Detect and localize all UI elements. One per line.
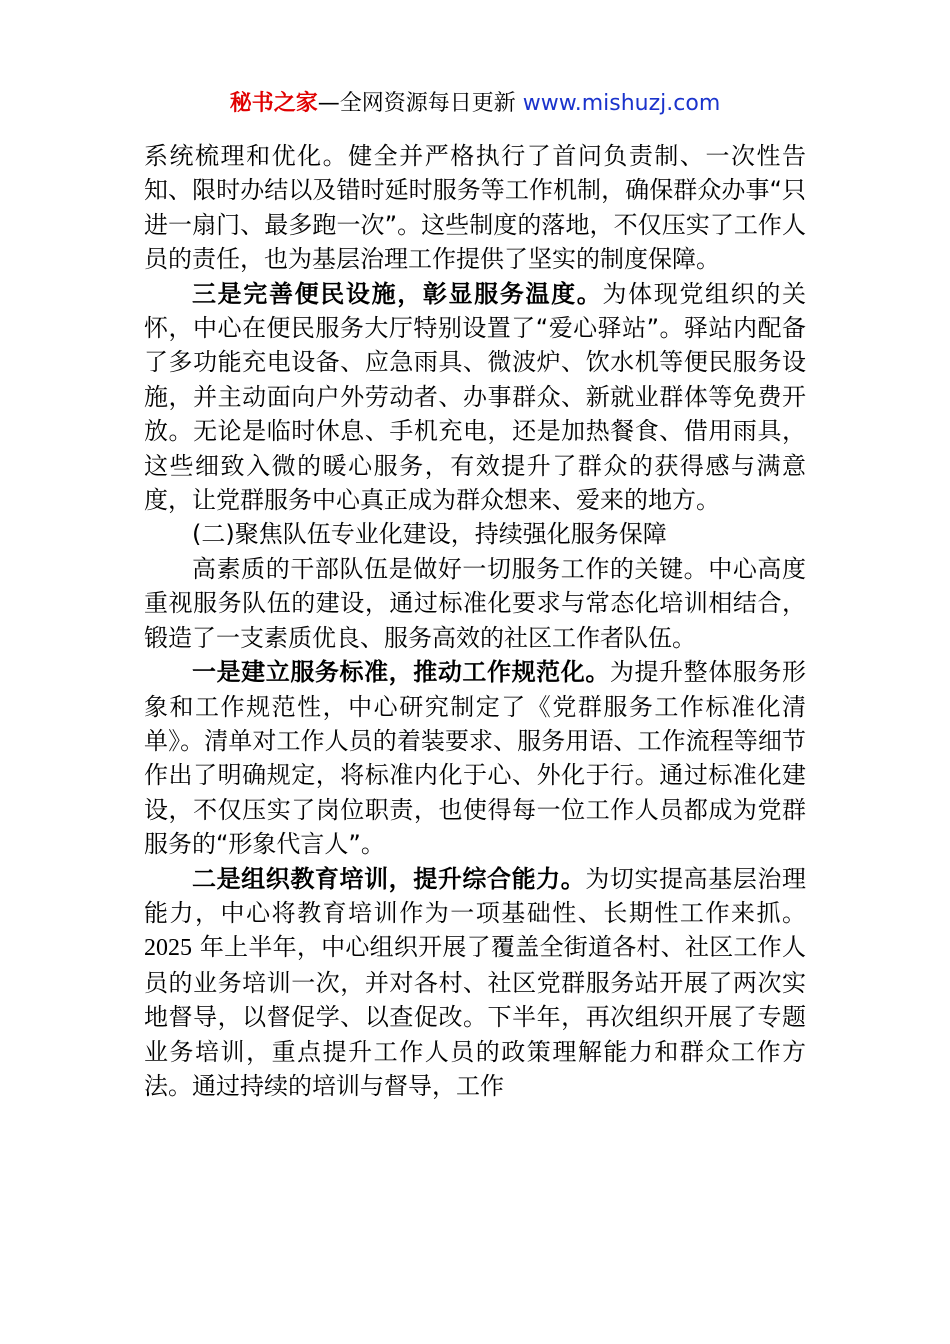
site-tagline: —全网资源每日更新 — [317, 91, 523, 116]
paragraph-text: 为提升整体服务形象和工作规范性，中心研究制定了《党群服务工作标准化清单》。清单对工作人员的着装要求、服务用语、工作流程等细节作出了明确规定，将标准内化于心、外化于行。通过标准化建设，不仅压实了岗位职责，也使得每一位工作人员都成为党群服务的“形象代言人”。 — [144, 658, 807, 859]
paragraph-text: 年上半年，中心组织开展了覆盖全街道各村、社区工作人员的业务培训一次，并对各村、社区党群服务站开展了两次实地督导，以督促学、以查促改。下半年，再次组织开展了专题业务培训，重点提升工作人员的政策理解能力和群众工作方法。通过持续的培训与督导，工作 — [144, 933, 806, 1100]
document-body — [144, 139, 806, 1103]
page-header — [0, 86, 950, 122]
paragraph-continuation — [144, 139, 806, 277]
paragraph-item-two — [144, 862, 806, 1104]
paragraph-item-one — [144, 655, 806, 861]
section-heading — [144, 517, 806, 551]
site-url-link[interactable]: www.mishuzj.com — [522, 91, 721, 116]
paragraph-text: 为切实提高基层治理能力，中心将教育培训作为一项基础性、长期性工作来抓。 — [144, 864, 807, 927]
paragraph-item-three — [144, 277, 806, 518]
paragraph-intro — [144, 552, 806, 655]
year-number: 2025 — [144, 935, 192, 962]
paragraph-text: 系统梳理和优化。健全并严格执行了首问负责制、一次性告知、限时办结以及错时延时服务等工作机制，确保群众办事“只进一扇门、最多跑一次”。这些制度的落地，不仅压实了工作人员的责任，也为基层治理工作提供了坚实的制度保障。 — [144, 142, 806, 274]
paragraph-text: 高素质的干部队伍是做好一切服务工作的关键。中心高度重视服务队伍的建设，通过标准化要求与常态化培训相结合，锻造了一支素质优良、服务高效的社区工作者队伍。 — [144, 554, 806, 652]
section-heading-text: (二)聚焦队伍专业化建设，持续强化服务保障 — [192, 520, 667, 549]
paragraph-lead: 一是建立服务标准，推动工作规范化。 — [192, 658, 610, 687]
paragraph-text: 为体现党组织的关怀，中心在便民服务大厅特别设置了“爱心驿站”。驿站内配备了多功能充电设备、应急雨具、微波炉、饮水机等便民服务设施，并主动面向户外劳动者、办事群众、新就业群体等免费开放。无论是临时休息、手机充电，还是加热餐食、借用雨具，这些细致入微的暖心服务，有效提升了群众的获得感与满意度，让党群服务中心真正成为群众想来、爱来的地方。 — [144, 279, 807, 515]
site-brand: 秘书之家 — [229, 91, 318, 116]
paragraph-lead: 二是组织教育培训，提升综合能力。 — [192, 864, 586, 893]
paragraph-lead: 三是完善便民设施，彰显服务温度。 — [192, 279, 603, 308]
